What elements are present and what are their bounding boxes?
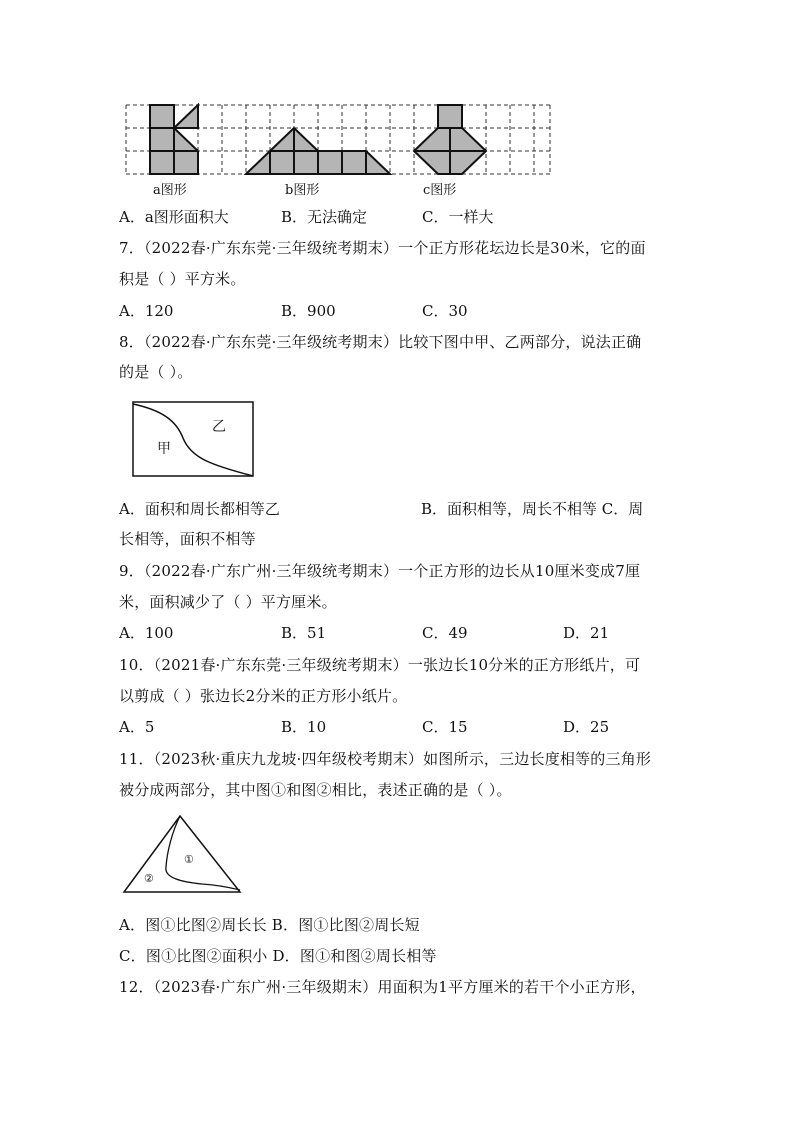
q10-stem-line1: 10．（2021春·广东东莞·三年级统考期末）一张边长10分米的正方形纸片，可 [119, 656, 641, 674]
q7-stem-line2: 积是（ ）平方米。 [119, 270, 246, 288]
q8-rectangle-figure [131, 400, 256, 480]
q10-stem-line2: 以剪成（ ）张边长2分米的正方形小纸片。 [119, 687, 408, 705]
q9-stem-line2: 米，面积减少了（ ）平方厘米。 [119, 593, 337, 611]
q11-stem-line1: 11．（2023秋·重庆九龙坡·四年级校考期末）如图所示，三边长度相等的三角形 [119, 750, 652, 768]
q10-option-c[interactable]: C．15 [422, 718, 468, 736]
q12-stem-line1: 12．（2023春·广东广州·三年级期末）用面积为1平方厘米的若干个小正方形， [119, 978, 646, 996]
q11-triangle-figure [122, 812, 244, 896]
q9-option-a[interactable]: A．100 [119, 624, 174, 642]
q8-option-c-cont: 长相等，面积不相等 [119, 530, 256, 548]
q6-option-c[interactable]: C．一样大 [422, 208, 494, 226]
q8-option-a[interactable]: A．面积和周长都相等乙 [119, 500, 280, 518]
fig-label-a: a图形 [153, 183, 187, 198]
q9-stem-line1: 9．（2022春·广东广州·三年级统考期末）一个正方形的边长从10厘米变成7厘 [119, 562, 641, 580]
q6-option-a[interactable]: A．a图形面积大 [119, 208, 229, 226]
q9-option-b[interactable]: B．51 [281, 624, 327, 642]
q9-option-c[interactable]: C．49 [422, 624, 468, 642]
shape-a [150, 105, 198, 174]
q11-region-1: ① [184, 853, 194, 866]
q10-option-a[interactable]: A．5 [119, 718, 155, 736]
q8-region-yi: 乙 [212, 419, 226, 435]
q7-option-a[interactable]: A．120 [119, 302, 174, 320]
q10-option-d[interactable]: D．25 [563, 718, 610, 736]
q8-region-jia: 甲 [157, 441, 171, 457]
q10-option-b[interactable]: B．10 [281, 718, 327, 736]
q9-option-d[interactable]: D．21 [563, 624, 610, 642]
q11-stem-line2: 被分成两部分，其中图①和图②相比，表述正确的是（ ）。 [119, 781, 512, 799]
q8-option-b-c[interactable]: B．面积相等，周长不相等 C．周 [421, 500, 644, 518]
fig-label-b: b图形 [285, 183, 320, 198]
q8-stem-line1: 8．（2022春·广东东莞·三年级统考期末）比较下图中甲、乙两部分，说法正确 [119, 333, 642, 351]
fig-label-c: c图形 [423, 183, 457, 198]
shape-c [414, 105, 486, 174]
q11-options-line1[interactable]: A．图①比图②周长长 B．图①比图②周长短 [119, 916, 420, 934]
q11-region-2: ② [144, 872, 154, 885]
q7-option-b[interactable]: B．900 [281, 302, 336, 320]
q7-stem-line1: 7．（2022春·广东东莞·三年级统考期末）一个正方形花坛边长是30米，它的面 [119, 239, 646, 257]
q7-option-c[interactable]: C．30 [422, 302, 468, 320]
q11-options-line2[interactable]: C．图①比图②面积小 D．图①和图②周长相等 [119, 947, 437, 965]
q6-option-b[interactable]: B．无法确定 [281, 208, 368, 226]
q8-stem-line2: 的是（ ）。 [119, 363, 193, 381]
